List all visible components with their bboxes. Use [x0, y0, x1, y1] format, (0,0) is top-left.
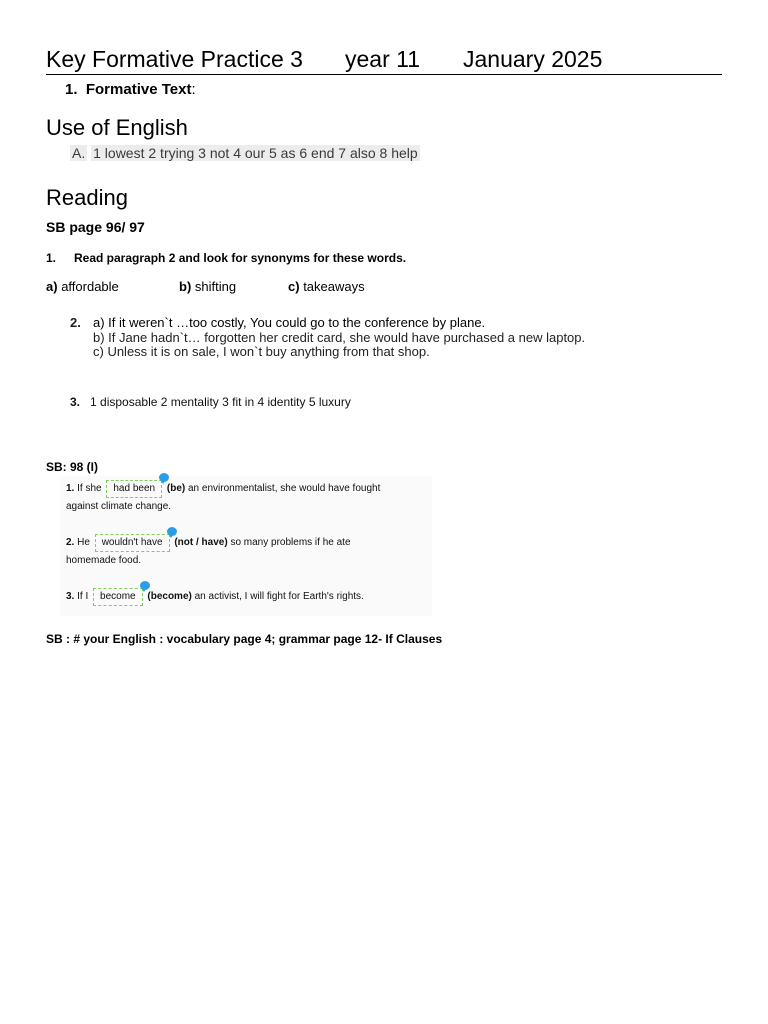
answer-list: 1 lowest 2 trying 3 not 4 our 5 as 6 end 7 also 8 help — [93, 145, 418, 161]
formative-text-colon: : — [191, 81, 196, 98]
ex3-answer: become — [100, 591, 136, 602]
ex3-hint: (become) — [147, 591, 192, 602]
ex1-after: an environmentalist, she would have fought — [188, 483, 381, 494]
reading-q3 — [70, 395, 351, 409]
ex2-answer-box — [95, 534, 170, 552]
q1-item-c — [288, 278, 365, 295]
reading-q1-number: 1. — [46, 251, 57, 265]
q2-line-b: b) If Jane hadn`t… forgotten her credit card, she would have purchased a new laptop. — [93, 329, 586, 345]
ex1-answer-box — [106, 480, 162, 498]
reading-heading: Reading — [46, 185, 128, 210]
reading-q3-number: 3. — [70, 395, 81, 409]
ex3-after: an activist, I will fight for Earth's rights. — [194, 591, 364, 602]
sb98-exercise-2 — [66, 534, 351, 552]
reading-q1-text: Read paragraph 2 and look for synonyms for these words. — [74, 251, 407, 265]
q1-item-a-letter: a) — [46, 279, 58, 294]
ex1-hint: (be) — [166, 483, 186, 494]
q2-line-a: a) If it weren`t …too costly, You could go to the conference by plane. — [93, 315, 486, 330]
document-title: Key Formative Practice 3 — [46, 46, 303, 72]
document-year: year 11 — [345, 46, 421, 72]
ex3-before: If I — [77, 591, 89, 602]
comment-bubble-icon — [159, 473, 169, 482]
formative-text-heading — [65, 80, 196, 100]
sb-page-label: SB page 96/ 97 — [46, 219, 145, 235]
ex3-answer-box — [93, 588, 143, 606]
q1-item-a-word: affordable — [61, 279, 119, 294]
ex2-after: so many problems if he ate — [230, 537, 351, 548]
sb98-exercise-3 — [66, 588, 364, 606]
q2-line-c: c) Unless it is on sale, I won`t buy anything from that shop. — [93, 344, 430, 359]
q1-item-c-letter: c) — [288, 279, 300, 294]
q1-item-b-word: shifting — [194, 279, 237, 294]
ex2-hint: (not / have) — [174, 537, 228, 548]
answer-letter: A. — [72, 145, 86, 161]
ex2-line2: homemade food. — [66, 555, 142, 566]
ex2-before: He — [77, 537, 90, 548]
use-of-english-answers — [70, 144, 420, 162]
sb98-exercise-1 — [66, 480, 380, 498]
comment-bubble-icon — [140, 581, 150, 590]
q1-item-b-letter: b) — [179, 279, 192, 294]
comment-bubble-icon — [167, 527, 177, 536]
q1-item-a — [46, 278, 119, 295]
ex1-line2: against climate change. — [66, 501, 172, 512]
header-rule — [46, 74, 722, 75]
formative-text-number: 1. — [65, 81, 78, 98]
footer-note: SB : # your English : vocabulary page 4; grammar page 12- If Clauses — [46, 632, 443, 646]
ex1-number: 1. — [66, 483, 75, 494]
ex2-answer: wouldn't have — [101, 537, 163, 548]
use-of-english-heading: Use of English — [46, 115, 188, 140]
sb98-exercise-image — [60, 476, 432, 616]
ex1-answer: had been — [113, 483, 156, 494]
reading-q2-number: 2. — [70, 315, 81, 330]
q1-item-b — [179, 278, 236, 295]
ex3-number: 3. — [66, 591, 75, 602]
document-date: January 2025 — [463, 46, 603, 72]
formative-text-label: Formative Text — [85, 81, 192, 98]
q1-item-c-word: takeaways — [303, 279, 365, 294]
ex2-number: 2. — [66, 537, 75, 548]
sb98-label: SB: 98 (I) — [46, 460, 99, 474]
reading-q3-text: 1 disposable 2 mentality 3 fit in 4 identity 5 luxury — [90, 395, 351, 409]
ex1-before: If she — [77, 483, 102, 494]
